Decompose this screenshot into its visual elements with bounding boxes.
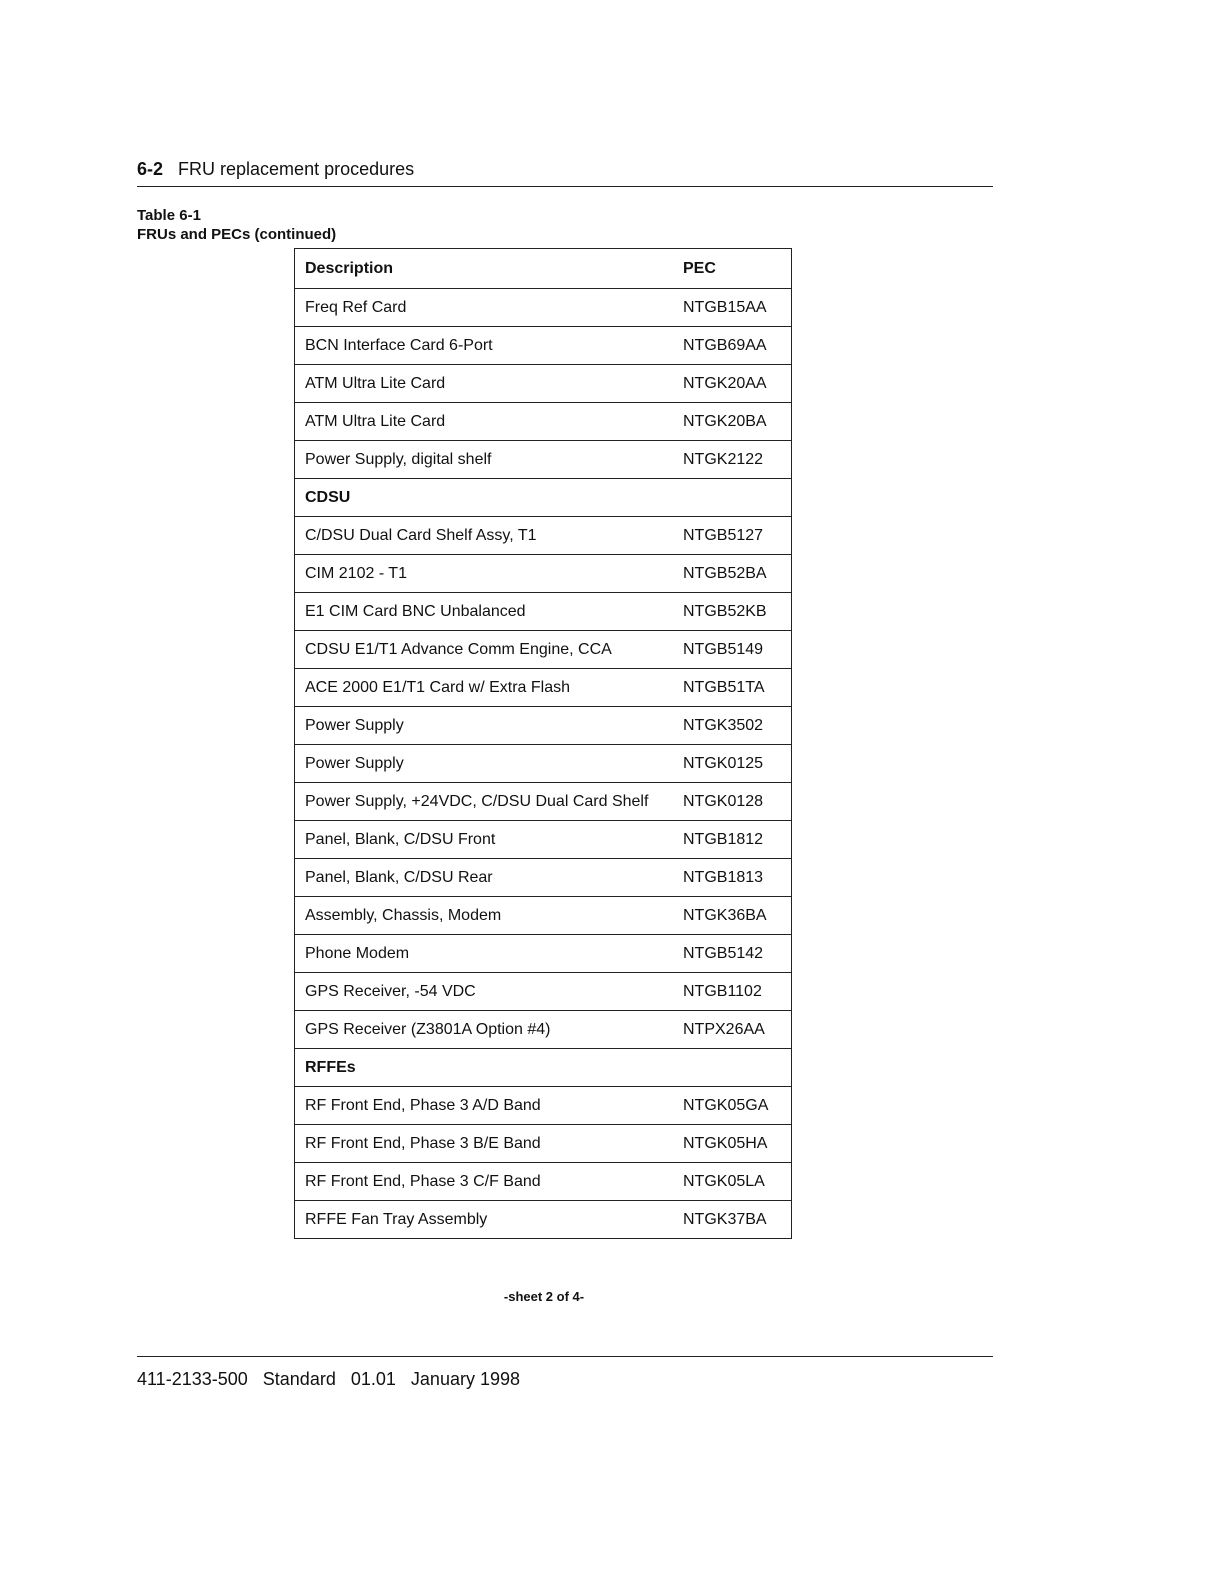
table-section-row — [295, 479, 792, 517]
table-caption — [137, 206, 336, 244]
pec-cell: NTGB15AA — [670, 289, 792, 327]
description-cell: ACE 2000 E1/T1 Card w/ Extra Flash — [295, 669, 671, 707]
description-cell: Power Supply — [295, 745, 671, 783]
description-cell: ATM Ultra Lite Card — [295, 403, 671, 441]
pec-cell: NTGB51TA — [670, 669, 792, 707]
pec-cell: NTGK3502 — [670, 707, 792, 745]
section-heading: CDSU — [295, 479, 671, 517]
description-cell: ATM Ultra Lite Card — [295, 365, 671, 403]
pec-cell: NTGK05HA — [670, 1125, 792, 1163]
table-row — [295, 365, 792, 403]
pec-cell: NTGK2122 — [670, 441, 792, 479]
pec-cell: NTGB5127 — [670, 517, 792, 555]
pec-cell: NTGB5149 — [670, 631, 792, 669]
table-row — [295, 859, 792, 897]
table-row — [295, 327, 792, 365]
pec-cell — [670, 479, 792, 517]
pec-cell: NTGK20BA — [670, 403, 792, 441]
description-cell: RF Front End, Phase 3 B/E Band — [295, 1125, 671, 1163]
table-row — [295, 935, 792, 973]
table-row — [295, 973, 792, 1011]
doc-date: January 1998 — [410, 1369, 521, 1389]
pec-cell: NTGB1812 — [670, 821, 792, 859]
description-cell: RFFE Fan Tray Assembly — [295, 1201, 671, 1239]
description-cell: Power Supply — [295, 707, 671, 745]
doc-status: Standard — [262, 1369, 336, 1389]
description-cell: GPS Receiver (Z3801A Option #4) — [295, 1011, 671, 1049]
description-cell: CDSU E1/T1 Advance Comm Engine, CCA — [295, 631, 671, 669]
table-row — [295, 441, 792, 479]
pec-cell: NTGK05GA — [670, 1087, 792, 1125]
pec-cell: NTGB52KB — [670, 593, 792, 631]
sheet-note: -sheet 2 of 4- — [503, 1289, 585, 1304]
section-heading: RFFEs — [295, 1049, 671, 1087]
fru-pec-table — [294, 248, 792, 1239]
page-header — [137, 158, 993, 187]
table-header-row — [295, 249, 792, 289]
pec-cell: NTGB52BA — [670, 555, 792, 593]
page-number: 6-2 — [137, 159, 164, 179]
table-row — [295, 1125, 792, 1163]
table-row — [295, 517, 792, 555]
description-cell: RF Front End, Phase 3 A/D Band — [295, 1087, 671, 1125]
table-row — [295, 669, 792, 707]
description-cell: Power Supply, +24VDC, C/DSU Dual Card Shelf — [295, 783, 671, 821]
description-cell: Assembly, Chassis, Modem — [295, 897, 671, 935]
doc-number: 411-2133-500 — [137, 1369, 248, 1389]
table-row — [295, 403, 792, 441]
table-body — [295, 289, 792, 1239]
doc-version: 01.01 — [350, 1369, 396, 1389]
page-footer — [137, 1368, 520, 1390]
description-cell: RF Front End, Phase 3 C/F Band — [295, 1163, 671, 1201]
pec-cell: NTGK36BA — [670, 897, 792, 935]
description-cell: C/DSU Dual Card Shelf Assy, T1 — [295, 517, 671, 555]
table-title: FRUs and PECs (continued) — [137, 226, 337, 243]
table-row — [295, 1163, 792, 1201]
pec-cell — [670, 1049, 792, 1087]
column-header-description: Description — [295, 249, 671, 289]
table-row — [295, 1011, 792, 1049]
pec-cell: NTPX26AA — [670, 1011, 792, 1049]
pec-cell: NTGK20AA — [670, 365, 792, 403]
table-row — [295, 821, 792, 859]
pec-cell: NTGK37BA — [670, 1201, 792, 1239]
pec-cell: NTGK0128 — [670, 783, 792, 821]
pec-cell: NTGB1102 — [670, 973, 792, 1011]
description-cell: Panel, Blank, C/DSU Rear — [295, 859, 671, 897]
footer-rule — [137, 1356, 993, 1357]
table-row — [295, 707, 792, 745]
table-row — [295, 1201, 792, 1239]
pec-cell: NTGB69AA — [670, 327, 792, 365]
chapter-title: FRU replacement procedures — [178, 159, 415, 179]
table-row — [295, 631, 792, 669]
column-header-pec: PEC — [670, 249, 792, 289]
pec-cell: NTGK05LA — [670, 1163, 792, 1201]
description-cell: E1 CIM Card BNC Unbalanced — [295, 593, 671, 631]
table-section-row — [295, 1049, 792, 1087]
table-row — [295, 1087, 792, 1125]
table-row — [295, 593, 792, 631]
pec-cell: NTGB1813 — [670, 859, 792, 897]
table-row — [295, 555, 792, 593]
table-row — [295, 897, 792, 935]
description-cell: BCN Interface Card 6-Port — [295, 327, 671, 365]
table-row — [295, 289, 792, 327]
pec-cell: NTGK0125 — [670, 745, 792, 783]
table-label: Table 6-1 — [137, 207, 201, 224]
table-row — [295, 745, 792, 783]
description-cell: Freq Ref Card — [295, 289, 671, 327]
pec-cell: NTGB5142 — [670, 935, 792, 973]
description-cell: Power Supply, digital shelf — [295, 441, 671, 479]
description-cell: CIM 2102 - T1 — [295, 555, 671, 593]
description-cell: GPS Receiver, -54 VDC — [295, 973, 671, 1011]
description-cell: Panel, Blank, C/DSU Front — [295, 821, 671, 859]
description-cell: Phone Modem — [295, 935, 671, 973]
table-row — [295, 783, 792, 821]
